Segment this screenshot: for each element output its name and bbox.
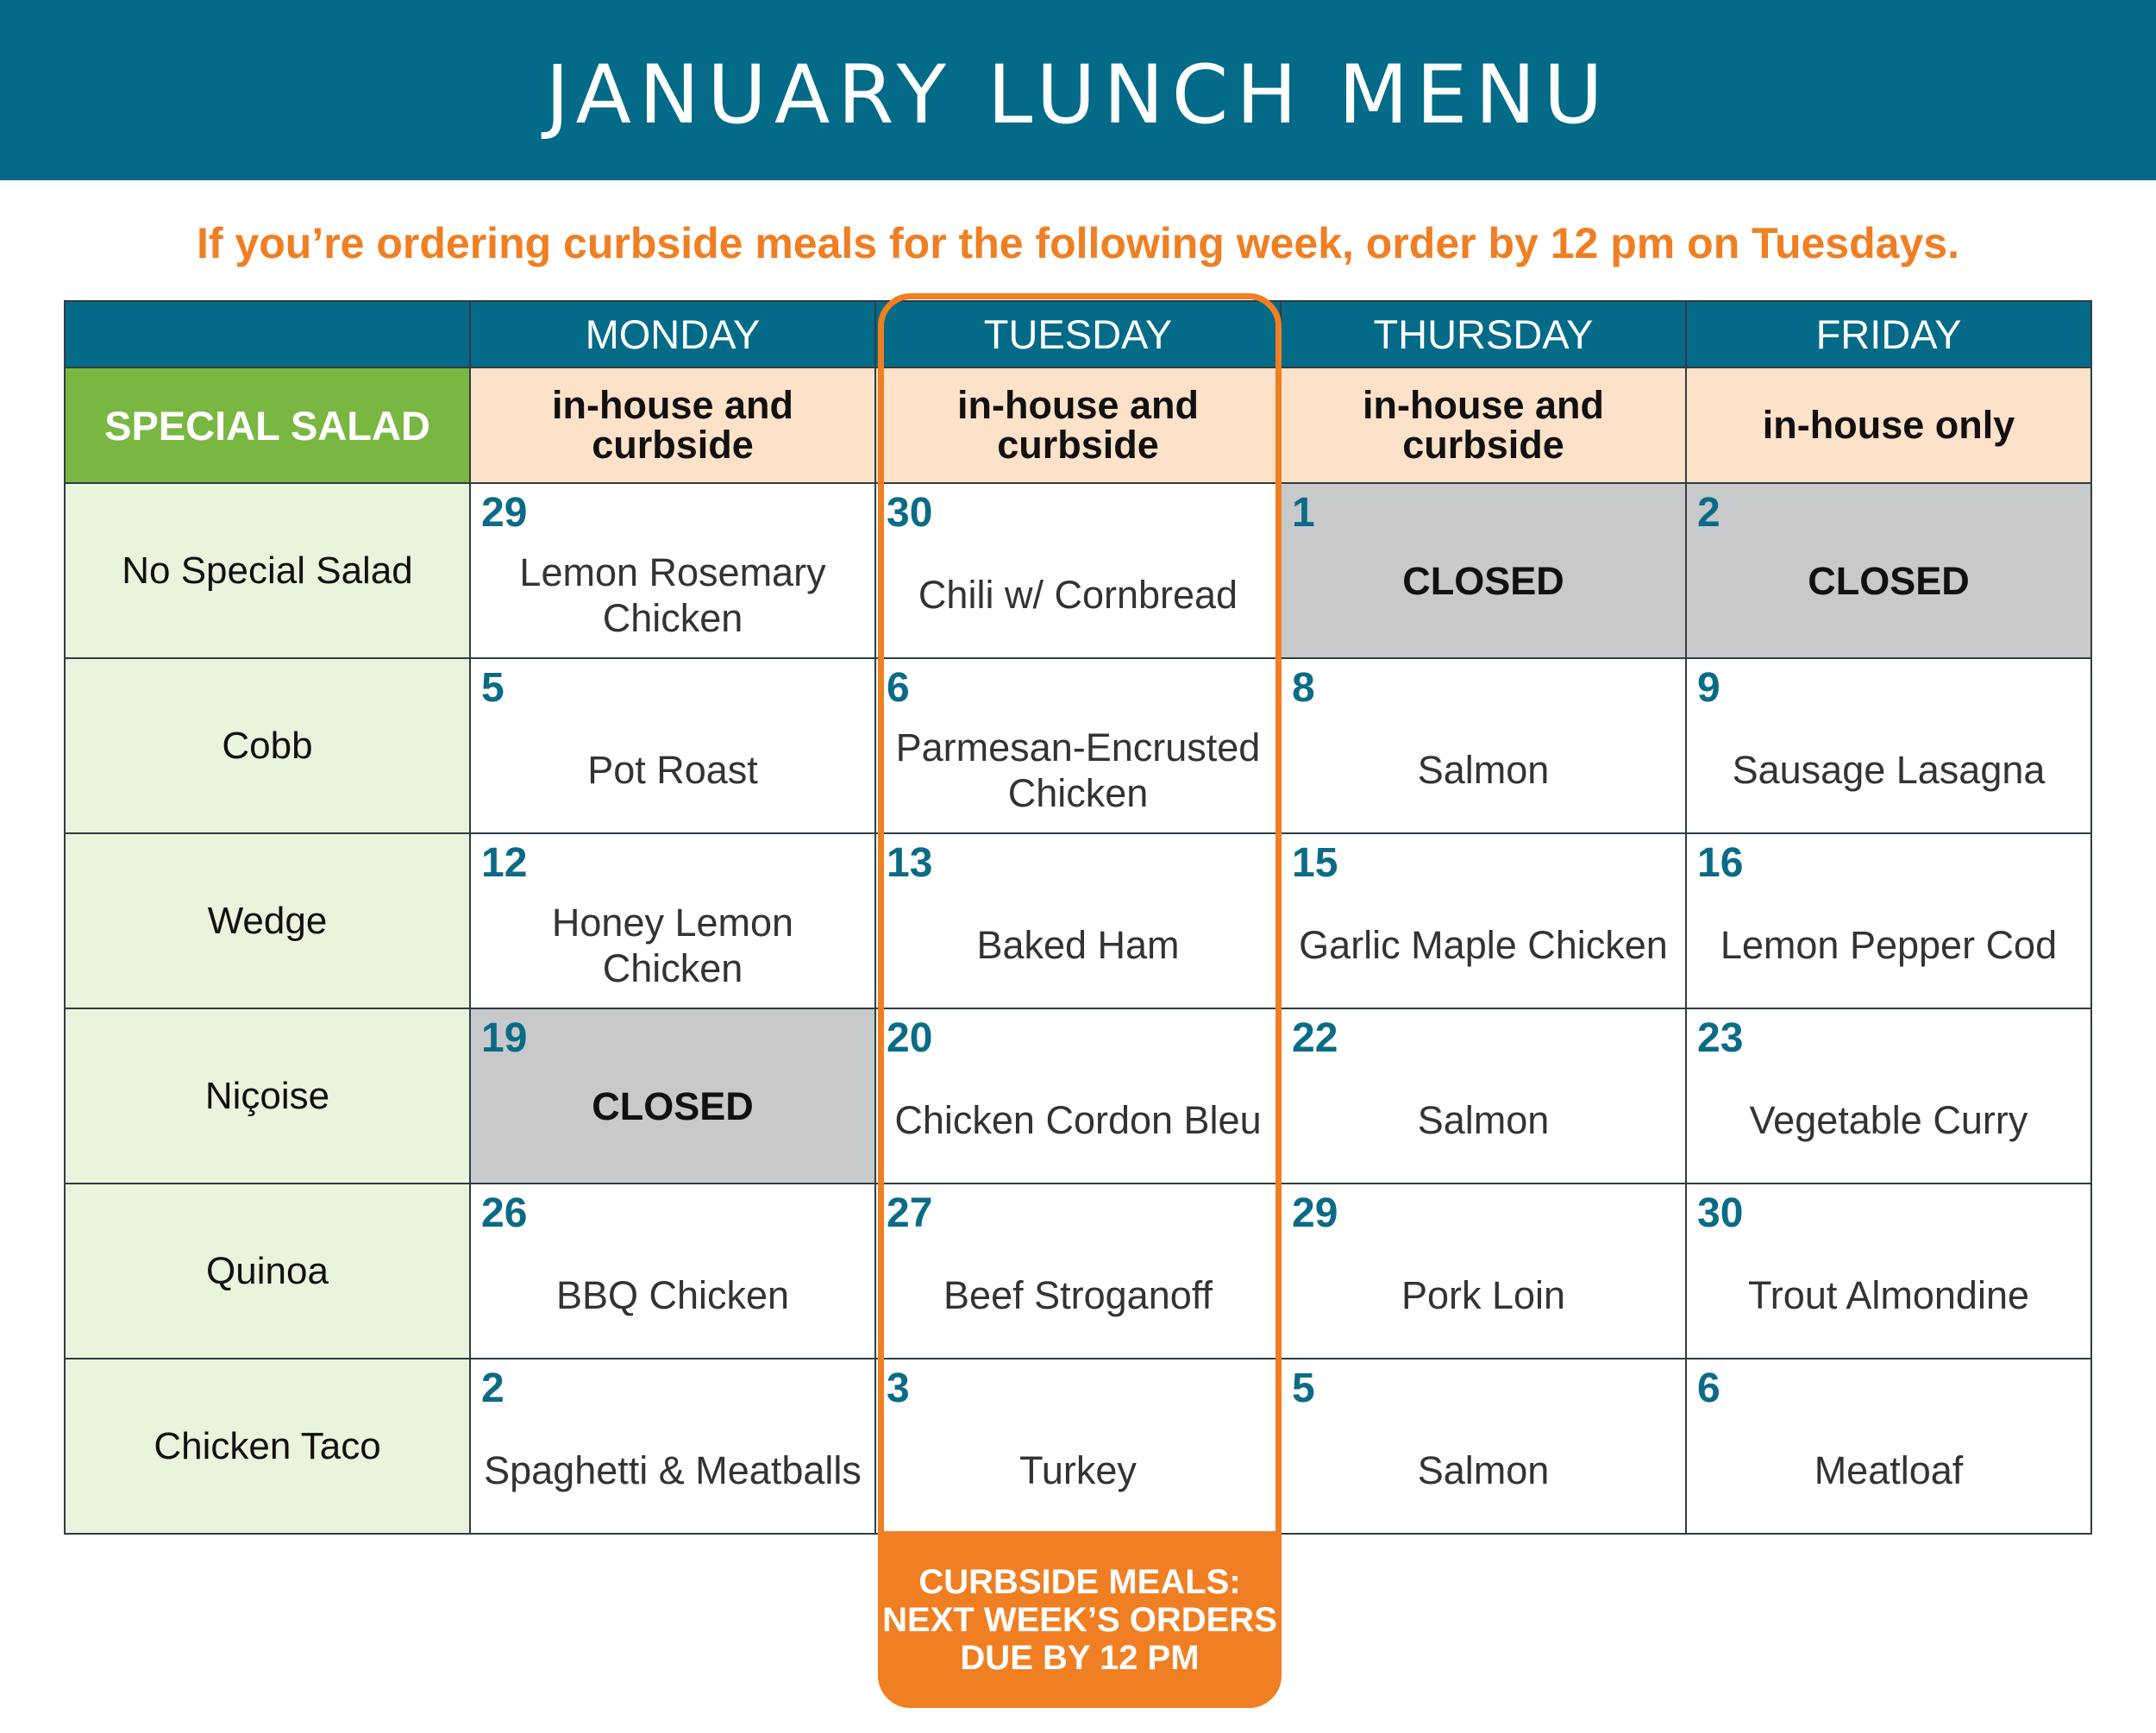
menu-cell xyxy=(471,659,876,834)
meal-name: Vegetable Curry xyxy=(1749,1098,2028,1142)
date-number: 22 xyxy=(1292,1015,1338,1061)
order-deadline-notice: If you’re ordering curbside meals for the following week, order by 12 pm on Tuesdays. xyxy=(197,219,1959,267)
meal-name: BBQ Chicken xyxy=(555,1273,790,1317)
menu-cell xyxy=(1687,1359,2092,1535)
day-header-thursday: THURSDAY xyxy=(1282,302,1687,368)
curbside-line-3: DUE BY 12 PM xyxy=(960,1638,1200,1677)
menu-cell xyxy=(471,1009,876,1184)
meal-name: Spaghetti & Meatballs xyxy=(484,1448,862,1492)
date-number: 13 xyxy=(887,840,933,886)
date-number: 8 xyxy=(1292,665,1315,711)
menu-calendar xyxy=(64,300,2092,1535)
date-number: 16 xyxy=(1697,840,1744,886)
date-number: 20 xyxy=(887,1015,933,1061)
meal-name: Baked Ham xyxy=(976,923,1180,967)
meal-name: Turkey xyxy=(1019,1448,1137,1492)
meal-name: Trout Almondine xyxy=(1747,1273,2029,1317)
menu-cell xyxy=(876,1009,1282,1184)
date-number: 29 xyxy=(1292,1190,1338,1236)
header-banner xyxy=(0,0,2156,180)
curbside-line-1: CURBSIDE MEALS: xyxy=(918,1562,1241,1601)
menu-cell xyxy=(1282,484,1687,659)
meal-name: Salmon xyxy=(1417,1098,1550,1142)
menu-cell xyxy=(1282,1009,1687,1184)
menu-cell xyxy=(876,484,1282,659)
special-salad-header: SPECIAL SALAD xyxy=(66,368,471,484)
menu-cell xyxy=(1282,1359,1687,1535)
service-friday: in-house only xyxy=(1687,368,2092,484)
date-number: 30 xyxy=(887,490,933,536)
date-number: 23 xyxy=(1697,1015,1744,1061)
curbside-deadline-tab xyxy=(878,1531,1282,1708)
menu-cell xyxy=(1687,484,2092,659)
meal-name: Beef Stroganoff xyxy=(943,1273,1213,1317)
date-number: 2 xyxy=(1697,490,1720,536)
date-number: 29 xyxy=(481,490,528,536)
menu-cell xyxy=(876,659,1282,834)
date-number: 12 xyxy=(481,840,528,886)
menu-cell xyxy=(1282,1184,1687,1359)
date-number: 9 xyxy=(1697,665,1720,711)
meal-name: Salmon xyxy=(1417,748,1550,792)
salad-week-1: No Special Salad xyxy=(66,484,471,659)
meal-name: Chicken Cordon Bleu xyxy=(894,1098,1262,1142)
menu-cell xyxy=(471,1359,876,1535)
salad-week-5: Quinoa xyxy=(66,1184,471,1359)
salad-week-3: Wedge xyxy=(66,834,471,1009)
date-number: 5 xyxy=(1292,1366,1315,1411)
day-header-tuesday: TUESDAY xyxy=(876,302,1282,368)
menu-cell xyxy=(1687,1009,2092,1184)
date-number: 5 xyxy=(481,665,505,711)
curbside-line-2: NEXT WEEK’S ORDERS xyxy=(882,1600,1277,1639)
meal-name: Pot Roast xyxy=(587,748,758,792)
menu-cell xyxy=(1282,834,1687,1009)
menu-cell xyxy=(1687,659,2092,834)
page-title: JANUARY LUNCH MENU xyxy=(545,48,1611,142)
salad-week-4: Niçoise xyxy=(66,1009,471,1184)
meal-name: Salmon xyxy=(1417,1448,1550,1492)
menu-cell xyxy=(876,834,1282,1009)
meal-name: Parmesan-Encrusted Chicken xyxy=(895,725,1261,815)
menu-cell xyxy=(876,1184,1282,1359)
date-number: 2 xyxy=(481,1366,505,1411)
meal-name: CLOSED xyxy=(1402,559,1564,603)
date-number: 3 xyxy=(887,1366,910,1411)
date-number: 6 xyxy=(1697,1366,1720,1411)
day-header-monday: MONDAY xyxy=(471,302,876,368)
date-number: 1 xyxy=(1292,490,1315,536)
meal-name: Lemon Rosemary Chicken xyxy=(519,549,826,640)
date-number: 6 xyxy=(887,665,910,711)
corner-cell xyxy=(66,302,471,368)
service-tuesday: in-house and curbside xyxy=(876,368,1282,484)
meal-name: Pork Loin xyxy=(1401,1273,1566,1317)
service-monday: in-house and curbside xyxy=(471,368,876,484)
meal-name: Meatloaf xyxy=(1814,1448,1964,1492)
meal-name: Garlic Maple Chicken xyxy=(1299,923,1668,967)
menu-cell xyxy=(876,1359,1282,1535)
salad-week-2: Cobb xyxy=(66,659,471,834)
date-number: 30 xyxy=(1697,1190,1744,1236)
menu-cell xyxy=(1282,659,1687,834)
menu-cell xyxy=(471,834,876,1009)
date-number: 26 xyxy=(481,1190,528,1236)
menu-cell xyxy=(471,484,876,659)
menu-cell xyxy=(1687,1184,2092,1359)
date-number: 19 xyxy=(481,1015,528,1061)
date-number: 27 xyxy=(887,1190,933,1236)
menu-cell xyxy=(471,1184,876,1359)
meal-name: CLOSED xyxy=(1808,559,1970,603)
day-header-friday: FRIDAY xyxy=(1687,302,2092,368)
menu-cell xyxy=(1687,834,2092,1009)
salad-week-6: Chicken Taco xyxy=(66,1359,471,1535)
meal-name: Honey Lemon Chicken xyxy=(551,900,794,990)
meal-name: Sausage Lasagna xyxy=(1732,748,2046,792)
date-number: 15 xyxy=(1292,840,1338,886)
service-thursday: in-house and curbside xyxy=(1282,368,1687,484)
meal-name: Chili w/ Cornbread xyxy=(918,573,1238,617)
meal-name: Lemon Pepper Cod xyxy=(1720,923,2058,967)
meal-name: CLOSED xyxy=(592,1084,754,1128)
